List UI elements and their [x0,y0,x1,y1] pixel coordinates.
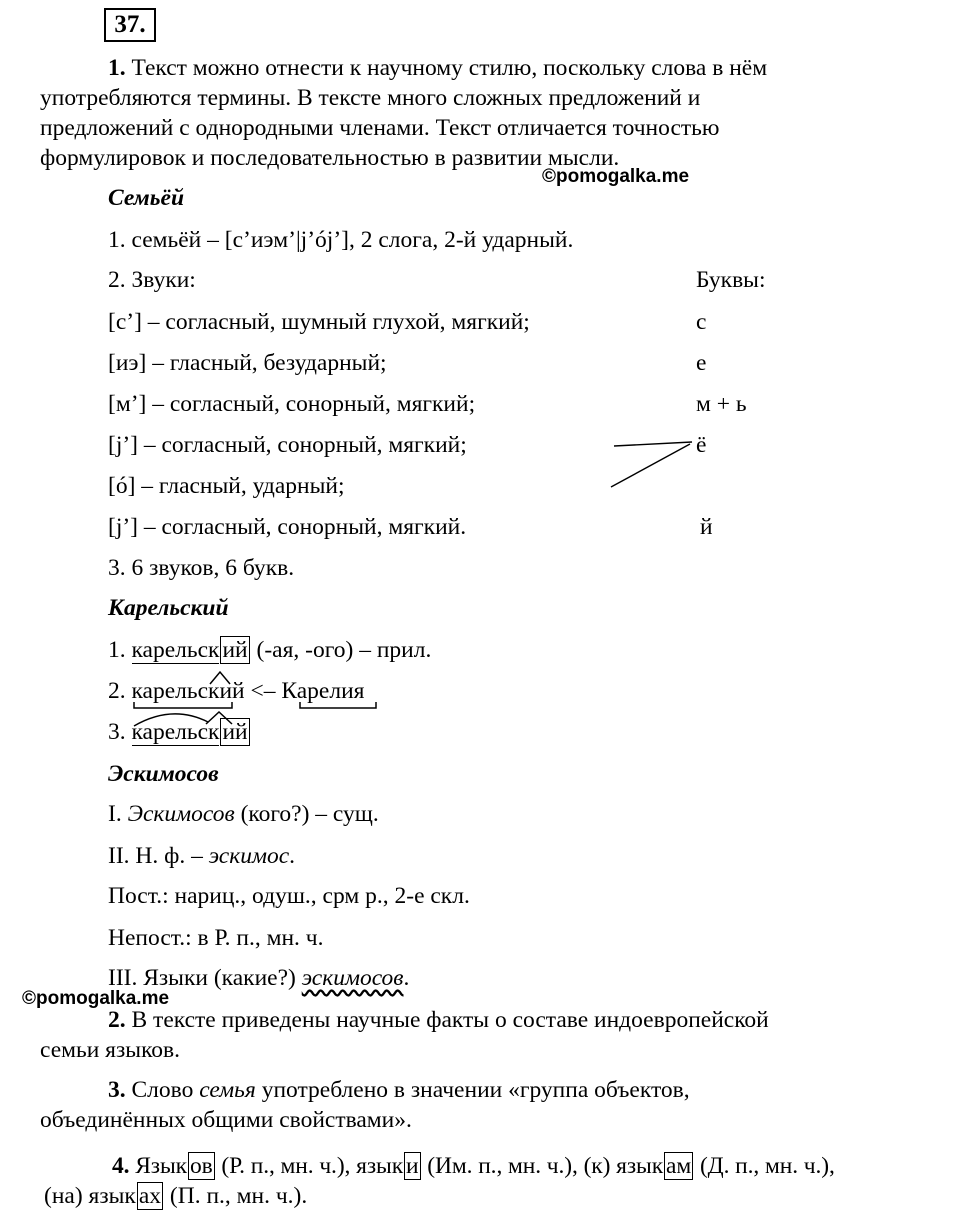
p4-line-1 [112,1152,835,1181]
form-4-ending-box: ах [138,1183,162,1209]
eskimosov-i2-word: эскимос [208,843,290,869]
eskimosov-i1-word: Эскимосов [127,801,235,827]
derived-word: карельский [131,678,245,704]
form-3-prefix: (к) [583,1153,611,1179]
p3-line-1 [108,1076,690,1105]
p1-number: 1. [108,55,126,81]
eskimosov-i3-post: . [403,965,410,991]
watermark-top: ©pomogalka.me [542,166,690,187]
eskimosov-i1-pre: I. [108,801,122,827]
form-4-prefix: (на) [44,1183,83,1209]
p1-text-1: Текст можно отнести к научному стилю, поскольку слова в нём [131,55,768,81]
p2-line-2: семьи языков. [40,1037,181,1063]
form-4-stem: язык [88,1183,136,1209]
form-3-note: (Д. п., мн. ч.), [699,1153,835,1179]
source-word: Карелия [281,678,365,704]
letter-row-3: м + ь [696,391,747,417]
p3-number: 3. [108,1077,126,1103]
eskimosov-i2-post: . [289,843,296,869]
stem-underline: карельск [131,637,220,663]
letter-row-1: с [696,309,707,335]
letter-row-2: е [696,350,707,376]
semyey-item-1: 1. семьёй – [с’иэм’|j’ój’], 2 слога, 2-й ударный. [108,227,574,253]
form-1-stem: Язык [135,1153,187,1179]
form-2-stem: язык [356,1153,404,1179]
ending-box-2: ий [222,719,248,745]
p1-line-3: предложений с однородными членами. Текст отличается точностью [40,115,720,141]
karelsky-l1-num: 1. [108,637,126,663]
sound-row-2: [иэ] – гласный, безударный; [108,350,387,376]
form-3-stem: язык [616,1153,664,1179]
form-1-note: (Р. п., мн. ч.), [221,1153,351,1179]
watermark-bottom: ©pomogalka.me [22,988,170,1009]
p1-line-4: формулировок и последовательностью в развитии мысли. [40,145,620,171]
p3-post: употреблено в значении «группа объектов, [261,1077,690,1103]
eskimosov-i2-pre: II. Н. ф. – [108,843,203,869]
karelsky-l2-num: 2. [108,678,126,704]
sounds-label: 2. Звуки: [108,267,196,293]
eskimosov-i2 [108,842,295,871]
task-number: 37. [104,8,156,42]
p3-line-2: объединённых общими свойствами». [40,1107,412,1133]
eskimosov-heading: Эскимосов [108,761,219,787]
karelsky-heading: Карельский [108,595,229,621]
eskimosov-i3-word: эскимосов [301,965,404,991]
p2-line-1 [108,1006,769,1035]
semyey-item-3: 3. 6 звуков, 6 букв. [108,555,295,581]
letter-row-4: ё [696,432,707,458]
sound-row-5: [ó] – гласный, ударный; [108,473,345,499]
karelsky-l1-rest: (-ая, -ого) – прил. [256,637,432,663]
letters-label: Буквы: [696,267,766,293]
p2-text-1: В тексте приведены научные факты о составе индоевропейской [131,1007,769,1033]
p3-word: семья [199,1077,256,1103]
form-4-note: (П. п., мн. ч.). [169,1183,308,1209]
karelsky-l3-num: 3. [108,719,126,745]
suffix-mark-2 [206,712,232,724]
form-2-ending-box: и [406,1153,419,1179]
form-1-ending-box: ов [189,1153,213,1179]
sound-row-6: [j’] – согласный, сонорный, мягкий. [108,514,467,540]
derivation-arrow: <– [250,678,276,704]
p3-pre: Слово [131,1077,194,1103]
stem-underline-2: карельск [131,719,220,745]
ending-box: ий [222,637,248,663]
p1-line-2: употребляются термины. В тексте много сложных предложений и [40,85,701,111]
root-arc [134,714,208,726]
eskimosov-post: Пост.: нариц., одуш., срм р., 2-е скл. [108,883,470,909]
p4-line-2 [44,1182,307,1211]
sound-row-1: [с’] – согласный, шумный глухой, мягкий; [108,309,530,335]
p2-number: 2. [108,1007,126,1033]
form-3-ending-box: ам [666,1153,692,1179]
eskimosov-i1 [108,800,379,829]
letter-row-6: й [700,514,713,540]
p4-number: 4. [112,1153,130,1179]
semyey-heading: Семьёй [108,185,185,211]
eskimosov-i3-pre: III. Языки (какие?) [108,965,296,991]
sound-row-4: [j’] – согласный, сонорный, мягкий; [108,432,467,458]
form-2-note: (Им. п., мн. ч.), [427,1153,578,1179]
eskimosov-nepost: Непост.: в Р. п., мн. ч. [108,925,324,951]
eskimosov-i1-post: (кого?) – сущ. [240,801,379,827]
sound-row-3: [м’] – согласный, сонорный, мягкий; [108,391,476,417]
